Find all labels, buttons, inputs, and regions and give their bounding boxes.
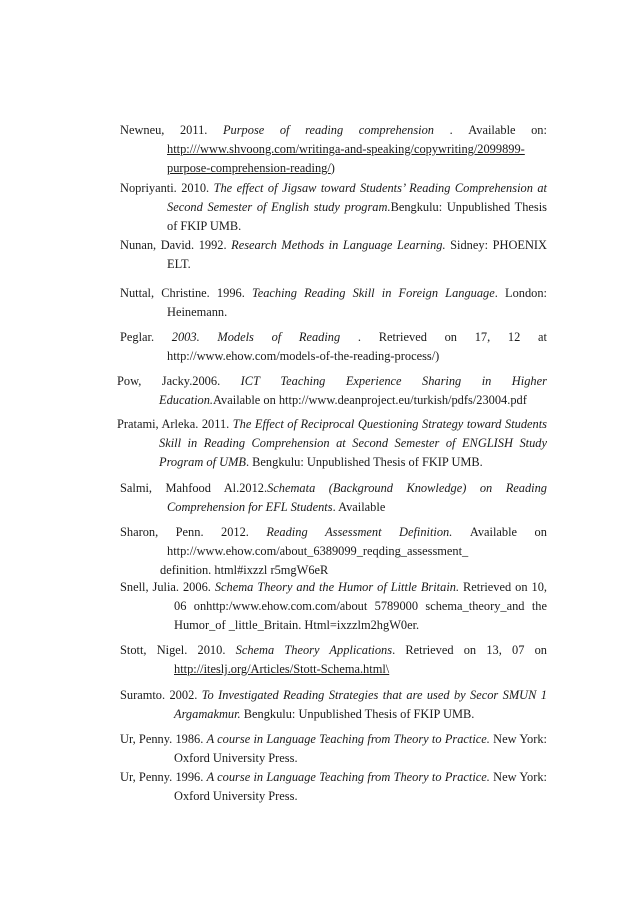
work-title: Teaching Reading Skill in Foreign Language <box>251 286 495 300</box>
reference-nopriyanti <box>120 179 547 236</box>
publication-info: Bengkulu: Unpublished Thesis of FKIP UMB. <box>240 707 475 721</box>
author: Sharon, <box>120 525 159 539</box>
reference-sharon <box>120 523 547 580</box>
author: Penn. <box>175 525 204 539</box>
year: 2003. <box>171 330 200 344</box>
reference-salmi <box>120 479 547 517</box>
title-word: Definition. <box>399 525 453 539</box>
punct: ) <box>330 161 335 175</box>
url-link[interactable]: purpose-comprehension-reading/ <box>167 161 331 175</box>
url-text: http://www.ehow.com/models-of-the-reading-process/) <box>167 349 440 363</box>
publication-info: . London: Heinemann. <box>167 286 547 319</box>
title-word: of <box>271 330 282 344</box>
author-year: Snell, Julia. 2006. <box>120 580 215 594</box>
title-word: Higher <box>511 374 547 388</box>
year: 2011. <box>179 123 208 137</box>
title-word: Education. <box>159 393 214 407</box>
reference-ur-1986 <box>120 730 547 768</box>
title-word: Models <box>217 330 254 344</box>
retrieval-info: . Retrieved on 13, 07 on <box>392 643 547 657</box>
work-title: Schemata (Background Knowledge) on Reading Comprehension for EFL Students <box>167 481 547 514</box>
reference-nunan <box>120 236 547 274</box>
on-label: on: <box>531 123 547 137</box>
publication-info: New York: Oxford University Press. <box>174 732 547 765</box>
reference-peglar <box>120 328 547 366</box>
title-word: Assessment <box>325 525 382 539</box>
url-link[interactable]: http://iteslj.org/Articles/Stott-Schema.html\ <box>174 662 390 676</box>
title-word: ICT <box>240 374 260 388</box>
author-year: Ur, Penny. 1996. <box>120 770 207 784</box>
title-word: comprehension <box>358 123 434 137</box>
at-label: at <box>537 330 547 344</box>
reference-line <box>120 159 547 178</box>
author-year: Ur, Penny. 1986. <box>120 732 207 746</box>
reference-pow <box>117 372 547 410</box>
work-title: Schema Theory Applications <box>235 643 393 657</box>
title-word: Teaching <box>280 374 326 388</box>
reference-line <box>117 391 547 410</box>
punct: . <box>357 330 362 344</box>
author-year: Nunan, David. 1992. <box>120 238 232 252</box>
available-label: Available <box>468 123 516 137</box>
author-year: Salmi, Mahfood Al.2012. <box>120 481 268 495</box>
publication-info: Available on http://www.deanproject.eu/turkish/pdfs/23004.pdf <box>213 393 527 407</box>
on-label: on <box>444 330 457 344</box>
reference-line <box>120 523 547 542</box>
reference-nuttal <box>120 284 547 322</box>
reference-stott <box>120 641 547 679</box>
author: Pow, <box>117 374 142 388</box>
author-year: Stott, Nigel. 2010. <box>120 643 236 657</box>
publication-info: . Bengkulu: Unpublished Thesis of FKIP UMB. <box>245 455 483 469</box>
reference-newneu <box>120 121 547 178</box>
author-year: Suramto. 2002. <box>120 688 202 702</box>
title-word: Experience <box>345 374 402 388</box>
publication-info: Sidney: PHOENIX ELT. <box>167 238 547 271</box>
url-text: definition. html#ixzzl r5mgW6eR <box>160 563 329 577</box>
on-label: on <box>534 525 547 539</box>
reference-line <box>120 121 547 140</box>
publication-info: New York: Oxford University Press. <box>174 770 547 803</box>
reference-pratami <box>117 415 547 472</box>
reference-line <box>120 660 547 679</box>
publication-info: Retrieved on 10, 06 onhttp:/www.ehow.com.com/about 5789000 schema_theory_and the Humor_of _little_Britain. Html=ixzzlm2hgW0er. <box>174 580 547 632</box>
author: Newneu, <box>120 123 165 137</box>
author-year: Pratami, Arleka. 2011. <box>117 417 233 431</box>
work-title: The effect of Jigsaw toward Students’ Reading Comprehension at Second Semester of English study program. <box>167 181 547 214</box>
retrieved-label: Retrieved <box>378 330 427 344</box>
url-text: http://www.ehow.com/about_6389099_reqding_assessment_ <box>167 544 469 558</box>
reference-snell <box>120 578 547 635</box>
title-word: Sharing <box>422 374 462 388</box>
title-word: reading <box>305 123 344 137</box>
work-title: To Investigated Reading Strategies that are used by Secor SMUN 1 Argamakmur. <box>174 688 547 721</box>
title-word: of <box>279 123 290 137</box>
available-label: Available <box>469 525 518 539</box>
work-title: Schema Theory and the Humor of Little Britain. <box>214 580 460 594</box>
publication-info: Bengkulu: Unpublished Thesis of FKIP UMB. <box>167 200 547 233</box>
url-link[interactable]: http:///www.shvoong.com/writinga-and-speaking/copywriting/2099899- <box>167 142 525 156</box>
reference-line <box>120 641 547 660</box>
title-word: Reading <box>266 525 308 539</box>
work-title: The Effect of Reciprocal Questioning Strategy toward Students Skill in Reading Comprehension at Second Semester of ENGLISH Study Program of UMB <box>159 417 547 469</box>
title-word: Purpose <box>222 123 265 137</box>
work-title: Research Methods in Language Learning. <box>231 238 446 252</box>
work-title: A course in Language Teaching from Theory to Practice. <box>206 770 490 784</box>
author-year: Jacky.2006. <box>161 374 221 388</box>
reference-line <box>120 140 547 159</box>
reference-ur-1996 <box>120 768 547 806</box>
reference-line <box>117 372 547 391</box>
date-part: 12 <box>507 330 521 344</box>
work-title: A course in Language Teaching from Theory to Practice. <box>206 732 490 746</box>
year: 2012. <box>221 525 249 539</box>
publication-info: . Available <box>332 500 386 514</box>
author-year: Nopriyanti. 2010. <box>120 181 214 195</box>
punct: . <box>449 123 453 137</box>
reference-line <box>120 347 547 366</box>
author-year: Nuttal, Christine. 1996. <box>120 286 252 300</box>
title-word: Reading <box>298 330 341 344</box>
reference-line <box>120 542 547 561</box>
title-word: in <box>481 374 492 388</box>
reference-line <box>120 328 547 347</box>
author: Peglar. <box>120 330 155 344</box>
date-part: 17, <box>474 330 491 344</box>
reference-suramto <box>120 686 547 724</box>
